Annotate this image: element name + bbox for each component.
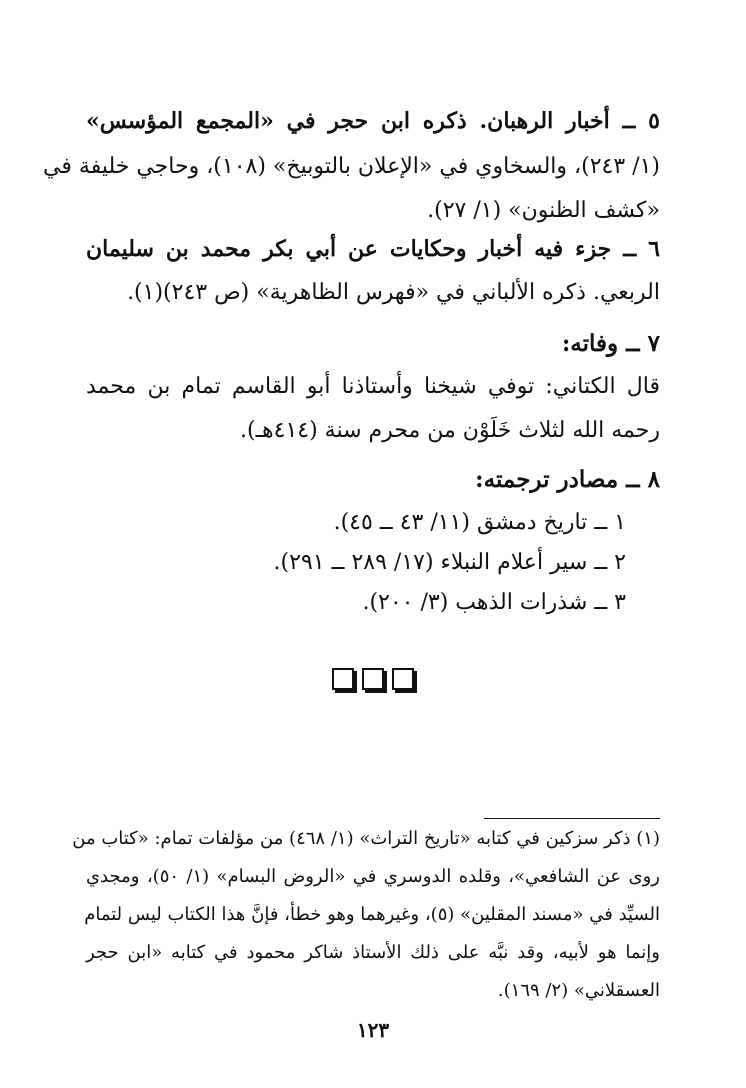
- source-item-1: ١ ــ تاريخ دمشق (١١/ ٤٣ ــ ٤٥).: [333, 510, 626, 535]
- death-paragraph-line-1: قال الكتاني: توفي شيخنا وأستاذنا أبو القاسم تمام بن محمد: [86, 374, 660, 399]
- footnote-line-2: روى عن الشافعي»، وقلده الدوسري في «الروض البسام» (١/ ٥٠)، ومجدي: [86, 866, 660, 887]
- footnote-line-1: (١) ذكر سزكين في كتابه «تاريخ التراث» (١/ ٤٦٨) من مؤلفات تمام: «كتاب من: [72, 828, 660, 849]
- item-5-line-1: ٥ ــ أخبار الرهبان. ذكره ابن حجر في «المجمع المؤسس»: [86, 108, 660, 134]
- item-6-line-2: الربعي. ذكره الألباني في «فهرس الظاهرية» (ص ٢٤٣)(١).: [127, 280, 660, 305]
- section-heading-death: ٧ ــ وفاته:: [561, 330, 660, 357]
- page-number: ١٢٣: [356, 1018, 390, 1042]
- section-end-ornament: [0, 668, 746, 690]
- ornament-box: [332, 668, 354, 690]
- ornament-box: [392, 668, 414, 690]
- footnote-line-5: العسقلاني» (٢/ ١٦٩).: [497, 980, 660, 1001]
- footnote-line-3: السيِّد في «مسند المقلين» (٥)، وغيرهما وهو خطأ، فإنَّ هذا الكتاب ليس لتمام: [84, 904, 660, 925]
- footnote-line-4: وإنما هو لأبيه، وقد نبَّه على ذلك الأستاذ شاكر محمود في كتابه «ابن حجر: [86, 942, 660, 963]
- item-5-line-3: «كشف الظنون» (١/ ٢٧).: [427, 198, 660, 223]
- footnote-separator: [484, 818, 660, 819]
- section-heading-sources: ٨ ــ مصادر ترجمته:: [475, 466, 660, 493]
- ornament-box: [362, 668, 384, 690]
- source-item-2: ٢ ــ سير أعلام النبلاء (١٧/ ٢٨٩ ــ ٢٩١).: [273, 550, 626, 575]
- item-5-line-2: (١/ ٢٤٣)، والسخاوي في «الإعلان بالتوبيخ» (١٠٨)، وحاجي خليفة في: [43, 154, 660, 179]
- item-6-line-1: ٦ ــ جزء فيه أخبار وحكايات عن أبي بكر محمد بن سليمان: [86, 236, 660, 262]
- source-item-3: ٣ ــ شذرات الذهب (٣/ ٢٠٠).: [362, 590, 626, 615]
- death-paragraph-line-2: رحمه الله لثلاث خَلَوْن من محرم سنة (٤١٤هـ).: [240, 418, 660, 443]
